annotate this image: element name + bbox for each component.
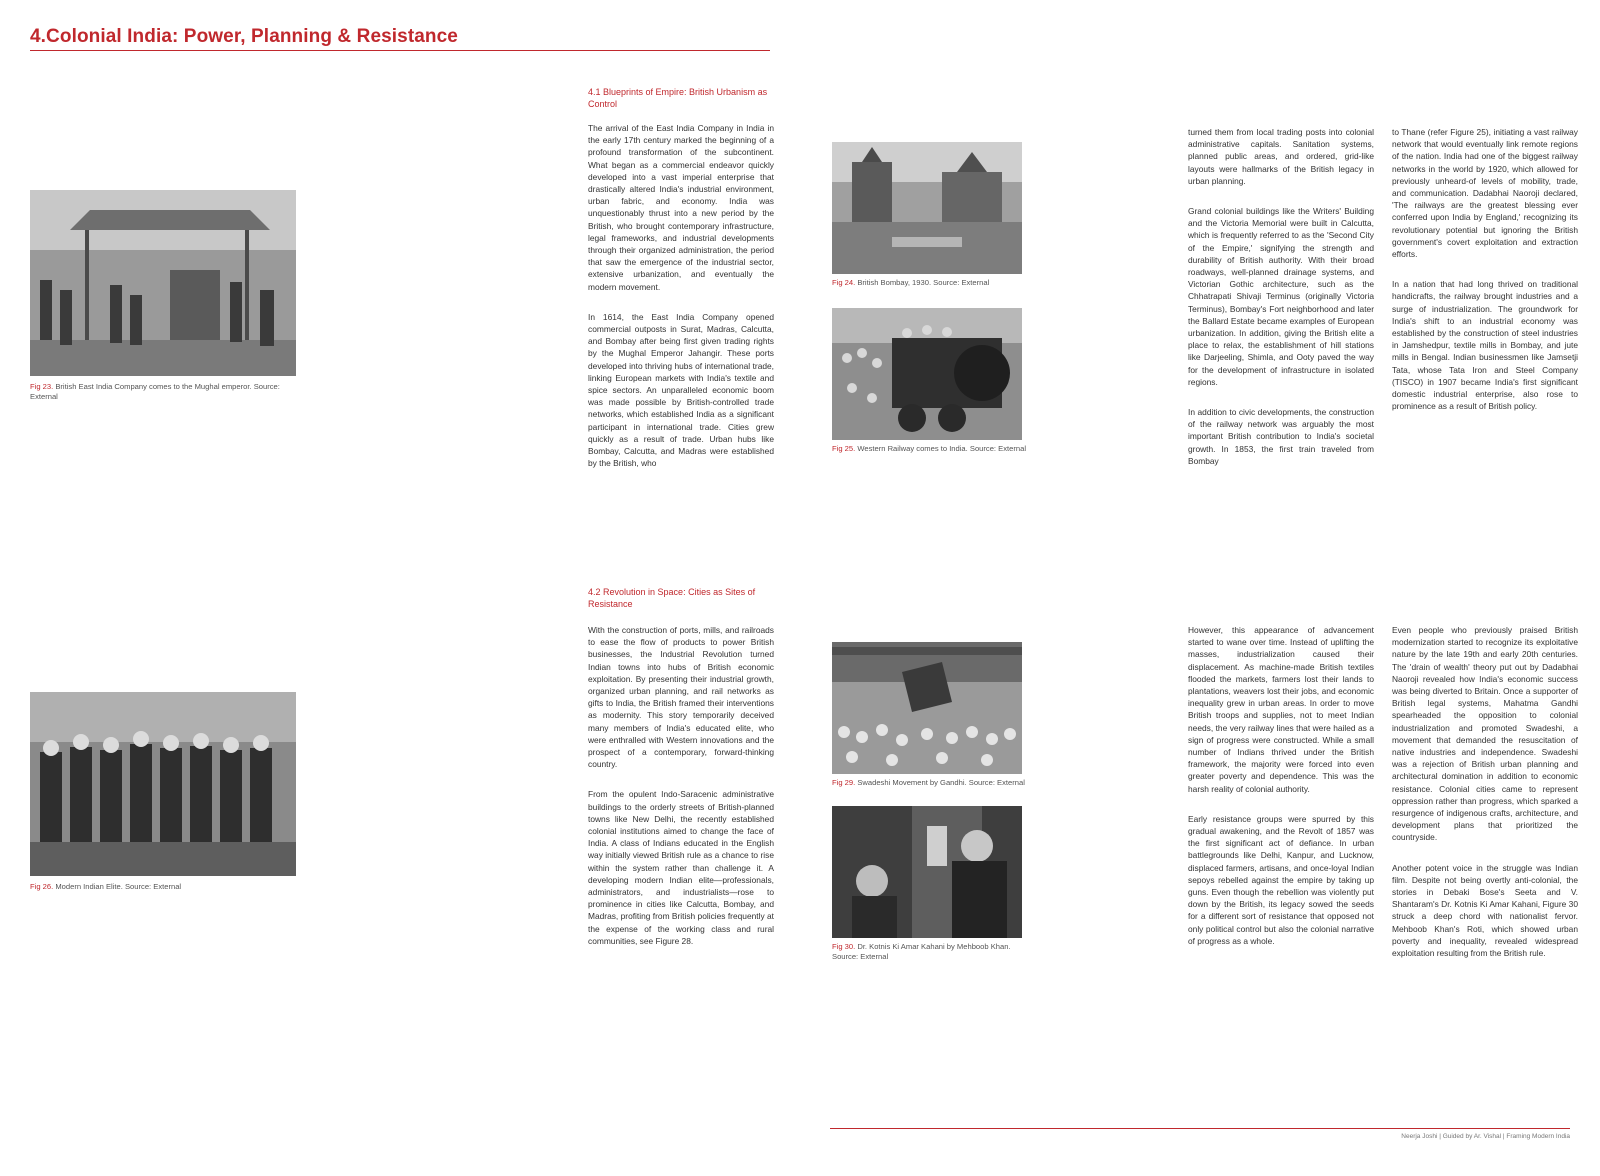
- section-4-1-heading: 4.1 Blueprints of Empire: British Urbanism as Control: [588, 87, 768, 109]
- right-bottom-column-2: [1392, 624, 1578, 977]
- paragraph: From the opulent Indo-Saracenic administrative buildings to the orderly streets of British-planned towns like New Delhi, the recently established colonial institutions aimed to change the face of India. A class of Indians educated in the English way initially viewed British rule as a chance to rise within the system rather than challenge it. A developing modern Indian elite—professionals, administrators, and industrialists—rose to prominence in cities like Calcutta, Bombay, and Madras, profiting from British policies frequently at the expense of the working class and rural communities, see Figure 28.: [588, 789, 774, 946]
- paragraph: In a nation that had long thrived on traditional handicrafts, the railway brought industries and a surge of industrialization. The groundwork for India's shift to an industrial economy was established by the construction of steel industries in Jamshedpur, textile mills in Bombay, and jute mills in Bengal. Indian businessmen like Jamsetji Tata, whose Tata Iron and Steel Company (TISCO) in 1907 became India's first significant domestic industrial enterprise, also rose to prominence as a result of British policy.: [1392, 279, 1578, 412]
- figure-26-label: Fig 26.: [30, 882, 54, 891]
- paragraph: Another potent voice in the struggle was Indian film. Despite not being overtly anti-colonial, the stories in Debaki Bose's Seeta and V. Shantaram's Dr. Kotnis Ki Amar Kahani, Figure 30 struck a deep chord with nationalist fervor. Mehboob Khan's Roti, which showed urban poverty and inequality, revealed widespread exploitation resulting from the British rule.: [1392, 862, 1578, 959]
- paragraph: to Thane (refer Figure 25), initiating a vast railway network that would eventually link remote regions of the nation. India had one of the biggest railway networks in the world by 1920, which allowed for previously unheard-of levels of mobility, trade, and communication. Dadabhai Naoroji declared, 'The railways are the greatest blessing ever conferred upon India by England,' recognizing its revolutionary potential but ignoring the British government's covert exploitation and extraction efforts.: [1392, 127, 1578, 260]
- figure-26-photo: [30, 692, 296, 876]
- footer-text: Neerja Joshi | Guided by Ar. Vishal | Framing Modern India: [1401, 1133, 1570, 1140]
- figure-29-photo: [832, 642, 1022, 774]
- paragraph: Grand colonial buildings like the Writers' Building and the Victoria Memorial were built in Calcutta, which is frequently referred to as the 'Second City of the Empire,' signifying the strength and durability of British authority. With their broad roadways, well-planned drainage systems, and Victorian Gothic architecture, such as the Chhatrapati Shivaji Terminus (originally Victoria Terminus), Bombay's Fort neighborhood and later the Ballard Estate became examples of European urbanization. In addition, giving the British elite a place to relax, the establishment of hill stations like Darjeeling, Shimla, and Ooty paved the way for the development of infrastructure in isolated regions.: [1188, 206, 1374, 387]
- figure-25-text: Western Railway comes to India. Source: External: [855, 444, 1027, 453]
- figure-23-label: Fig 23.: [30, 382, 54, 391]
- paragraph: In 1614, the East India Company opened commercial outposts in Surat, Madras, Calcutta, and Bombay after being first given trading rights by the Mughal Emperor Jahangir. These ports developed into thriving hubs of international trade, linking European markets with India's textile and spice sectors. An unparalleled economic boom was made possible by British-controlled trade networks, which established India as a significant participant in international trade. Cities grew quickly as a result of trade. Urban hubs like Bombay, Calcutta, and Madras were established by the British, who: [588, 311, 774, 469]
- figure-24-photo: [832, 142, 1022, 274]
- title-rule: [30, 50, 770, 51]
- section-4-2-heading: 4.2 Revolution in Space: Cities as Sites of Resistance: [588, 587, 756, 609]
- figure-25-caption: [832, 444, 1032, 454]
- figure-23-caption: [30, 382, 300, 402]
- figure-30-text: Dr. Kotnis Ki Amar Kahani by Mehboob Khan. Source: External: [832, 942, 1011, 961]
- figure-25-label: Fig 25.: [832, 444, 856, 453]
- figure-29-text: Swadeshi Movement by Gandhi. Source: External: [855, 778, 1025, 787]
- right-bottom-column-1: [1188, 624, 1374, 965]
- figure-26-caption: [30, 882, 300, 892]
- figure-26-text: Modern Indian Elite. Source: External: [53, 882, 182, 891]
- paragraph: turned them from local trading posts into colonial administrative capitals. Sanitation systems, planned public areas, and ordered, grid-like layouts were hallmarks of the British legacy in urban planning.: [1188, 127, 1374, 186]
- figure-23-text: British East India Company comes to the Mughal emperor. Source: External: [30, 382, 280, 401]
- figure-29-caption: [832, 778, 1032, 788]
- paragraph: Early resistance groups were spurred by this gradual awakening, and the Revolt of 1857 was the first significant act of defiance. In urban battlegrounds like Delhi, Kanpur, and Lucknow, displaced farmers, artisans, and once-loyal Indian sepoys rebelled against the empire by taking up guns. Even though the rebellion was violently put down by the British, its legacy sowed the seeds for a different sort of resistance that opposed not only political control but also the colonial narrative of progress as a whole.: [1188, 813, 1374, 946]
- footer-rule: [830, 1128, 1570, 1129]
- figure-29-label: Fig 29.: [832, 778, 856, 787]
- figure-23-photo: [30, 190, 296, 376]
- chapter-title: 4.Colonial India: Power, Planning & Resistance: [30, 26, 458, 47]
- right-top-column-1: [1188, 126, 1374, 485]
- figure-24-text: British Bombay, 1930. Source: External: [855, 278, 990, 287]
- section-4-2-column: [588, 624, 774, 965]
- figure-24-caption: [832, 278, 1032, 288]
- section-4-1-column: [588, 122, 774, 487]
- paragraph: However, this appearance of advancement started to wane over time. Instead of uplifting the masses, industrialization caused their displacement. As machine-made British textiles flooded the markets, farmers lost their lands to plantations, weavers lost their jobs, and economic inequality grew in urban areas. In order to move British troops and supplies, not to meet Indian needs, the very railway lines that were hailed as a sign of progress were constructed. While a small number of Indians thrived under the British framework, the majority were forced into even greater poverty and dependence. This was the harsh reality of colonial authority.: [1188, 625, 1374, 794]
- paragraph: With the construction of ports, mills, and railroads to ease the flow of products to power British businesses, the Industrial Revolution turned Indian towns into hubs of British economic exploitation. By presenting their industrial growth, organized urban planning, and rail networks as gifts to India, the British framed their interventions as modernity. This story temporarily deceived many members of India's educated elite, who were enthralled with Western innovations and the prospect of a contemporary, forward-thinking country.: [588, 625, 774, 770]
- paragraph: Even people who previously praised British modernization started to recognize its exploitative nature by the late 19th and early 20th centuries. The 'drain of wealth' theory put out by Dadabhai Naoroji revealed how India's economic success was being diverted to Britain. Once a supporter of British legal systems, Mahatma Gandhi spearheaded the opposition to colonial industrialization and promoted Swadeshi, a movement that demanded the resuscitation of native industries and independence. Swadeshi was a rejection of British urban planning and architectural domination in addition to economic resistance. Colonial cities came to represent oppression rather than progress, which sparked a resurgence of indigenous crafts, architecture, and development plans that prioritized the countryside.: [1392, 625, 1578, 843]
- figure-30-photo: [832, 806, 1022, 938]
- figure-24-label: Fig 24.: [832, 278, 856, 287]
- figure-25-photo: [832, 308, 1022, 440]
- paragraph: In addition to civic developments, the construction of the railway network was arguably the most important British contribution to India's societal growth. In 1853, the first train traveled from Bombay: [1188, 407, 1374, 466]
- right-top-column-2: [1392, 126, 1578, 430]
- figure-30-label: Fig 30.: [832, 942, 856, 951]
- paragraph: The arrival of the East India Company in India in the early 17th century marked the beginning of a profound transformation of the subcontinent. What began as a commercial endeavor quickly developed into a vast imperial enterprise that drastically altered India's industrial environment, urban fabric, and economy. India was unquestionably thrust into a new period by the British, who brought contemporary infrastructure, legal frameworks, and industrial developments through their organized administration, the period that saw the emergence of the industrial sector, extensive urbanization, and eventually the modern movement.: [588, 123, 774, 292]
- figure-30-caption: [832, 942, 1032, 962]
